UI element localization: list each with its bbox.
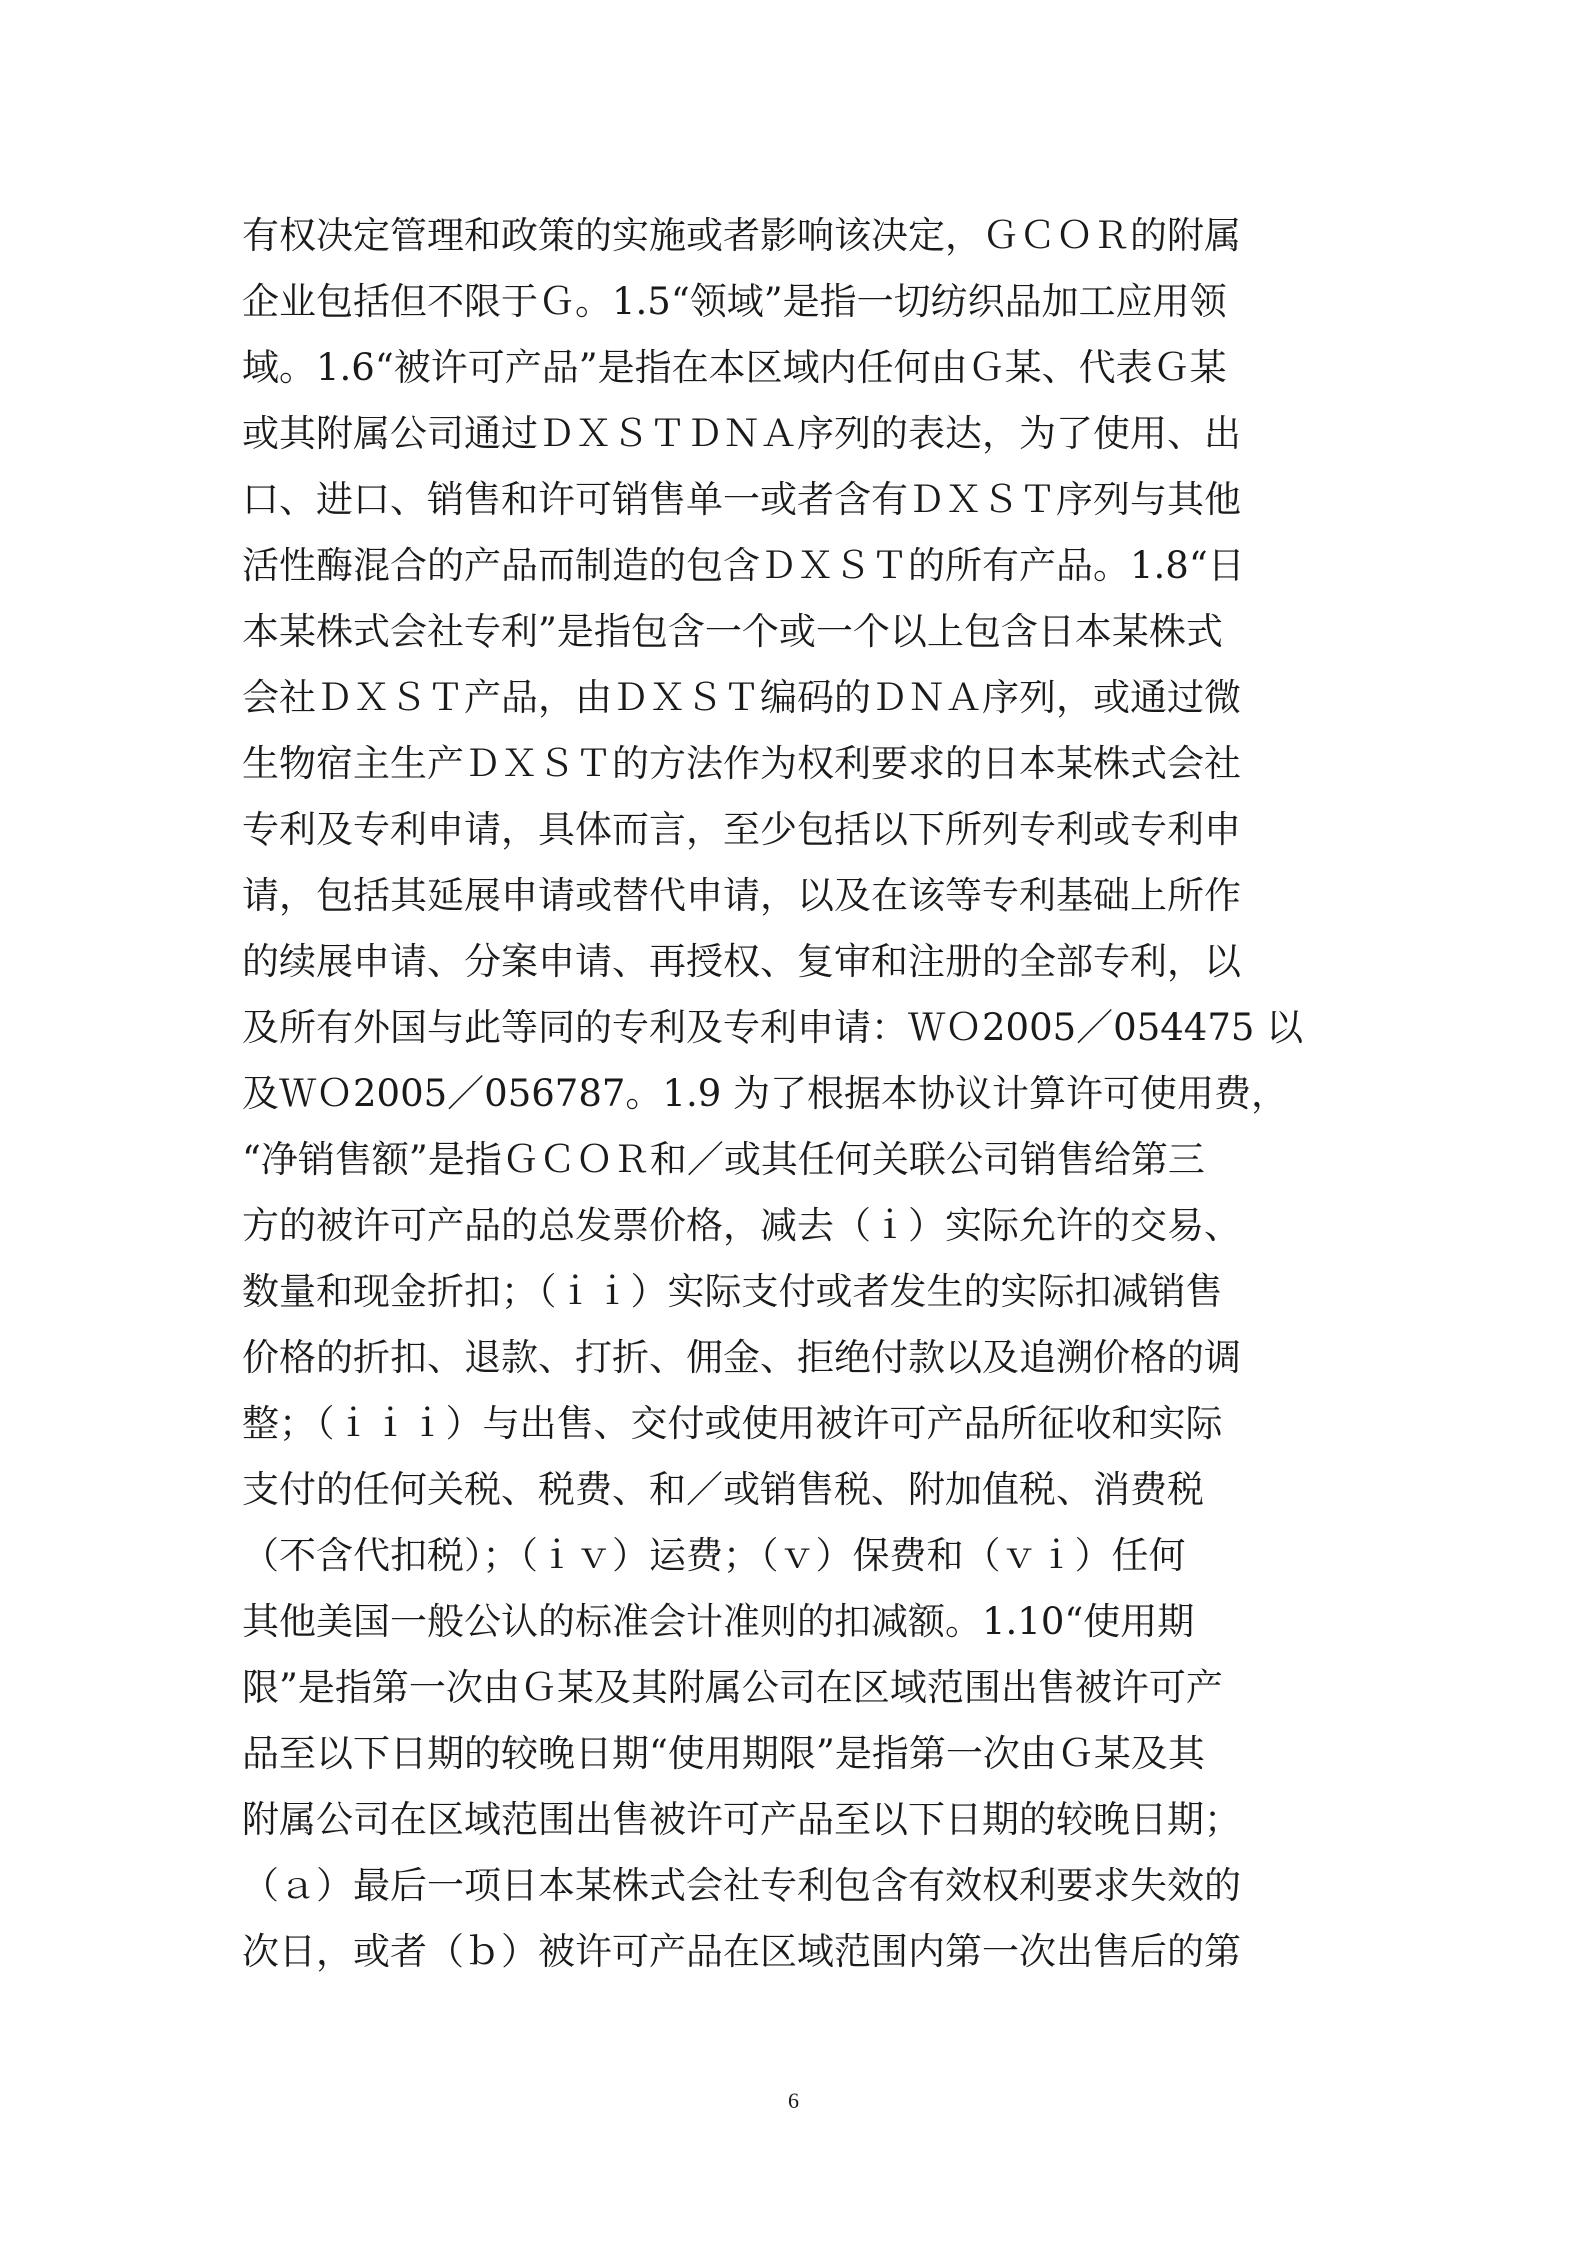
text-line-22: 其他美国一般公认的标准会计准则的扣减额。1.10“使用期 — [242, 1600, 1195, 1643]
text-line-8: 会社ＤＸＳＴ产品，由ＤＸＳＴ编码的ＤＮＡ序列，或通过微 — [242, 676, 1241, 719]
text-line-20: 支付的任何关税、税费、和／或销售税、附加值税、消费税 — [242, 1468, 1204, 1511]
text-line-23: 限”是指第一次由Ｇ某及其附属公司在区域范围出售被许可产 — [242, 1666, 1223, 1709]
text-line-5: 口、进口、销售和许可销售单一或者含有ＤＸＳＴ序列与其他 — [242, 478, 1241, 521]
text-line-14: 及ＷＯ2005／056787。1.9 为了根据本协议计算许可使用费， — [242, 1072, 1289, 1115]
text-line-17: 数量和现金折扣；（ｉｉ）实际支付或者发生的实际扣减销售 — [242, 1270, 1223, 1313]
text-line-18: 价格的折扣、退款、打折、佣金、拒绝付款以及追溯价格的调 — [242, 1336, 1241, 1379]
text-line-2: 企业包括但不限于Ｇ。1.5“领域”是指一切纺织品加工应用领 — [242, 280, 1227, 323]
text-line-19: 整；（ｉｉｉ）与出售、交付或使用被许可产品所征收和实际 — [242, 1402, 1223, 1445]
text-line-16: 方的被许可产品的总发票价格，减去（ｉ）实际允许的交易、 — [242, 1204, 1241, 1247]
text-line-1: 有权决定管理和政策的实施或者影响该决定，ＧＣＯＲ的附属 — [242, 214, 1241, 257]
text-line-11: 请，包括其延展申请或替代申请，以及在该等专利基础上所作 — [242, 874, 1241, 917]
text-line-15: “净销售额”是指ＧＣＯＲ和／或其任何关联公司销售给第三 — [242, 1138, 1205, 1181]
text-line-27: 次日，或者（ｂ）被许可产品在区域范围内第一次出售后的第 — [242, 1930, 1241, 1973]
text-line-4: 或其附属公司通过ＤＸＳＴＤＮＡ序列的表达，为了使用、出 — [242, 412, 1241, 455]
text-line-7: 本某株式会社专利”是指包含一个或一个以上包含日本某株式 — [242, 610, 1223, 653]
text-line-21: （不含代扣税）；（ｉｖ）运费；（ｖ）保费和（ｖｉ）任何 — [242, 1534, 1186, 1577]
text-line-3: 域。1.6“被许可产品”是指在本区域内任何由Ｇ某、代表Ｇ某 — [242, 346, 1227, 389]
page-number: 6 — [788, 2088, 799, 2113]
text-line-13: 及所有外国与此等同的专利及专利申请：ＷＯ2005／054475 以 — [242, 1006, 1304, 1049]
text-line-12: 的续展申请、分案申请、再授权、复审和注册的全部专利，以 — [242, 940, 1241, 983]
text-line-9: 生物宿主生产ＤＸＳＴ的方法作为权利要求的日本某株式会社 — [242, 742, 1241, 785]
text-line-6: 活性酶混合的产品而制造的包含ＤＸＳＴ的所有产品。1.8“日 — [242, 544, 1245, 587]
text-line-25: 附属公司在区域范围出售被许可产品至以下日期的较晚日期； — [242, 1798, 1241, 1841]
text-line-24: 品至以下日期的较晚日期“使用期限”是指第一次由Ｇ某及其 — [242, 1732, 1205, 1775]
body-text — [242, 203, 1352, 1985]
text-line-10: 专利及专利申请，具体而言，至少包括以下所列专利或专利申 — [242, 808, 1241, 851]
text-line-26: （ａ）最后一项日本某株式会社专利包含有效权利要求失效的 — [242, 1864, 1241, 1907]
